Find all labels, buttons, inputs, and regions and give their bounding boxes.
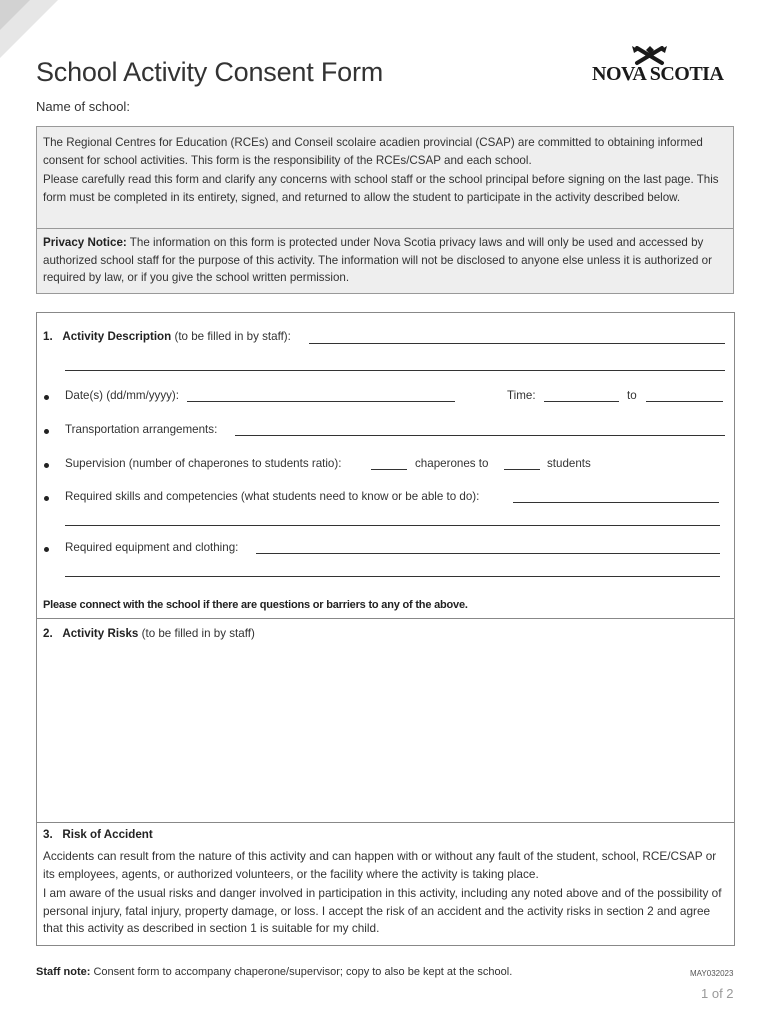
equipment-label: Required equipment and clothing: (65, 541, 239, 554)
school-name-label: Name of school: (36, 99, 130, 114)
connect-note: Please connect with the school if there are questions or barriers to any of the above. (43, 599, 468, 611)
section-divider (37, 618, 734, 619)
intro-paragraph-2: Please carefully read this form and clarify any concerns with school staff or the school principal before signing on the last page. This form must be completed in its entirety, signed, and returned to allow the student to participate in the activity described below. (43, 173, 719, 204)
section3-number: 3. (43, 828, 53, 841)
activity-risks-field[interactable] (37, 648, 734, 818)
bullet (44, 395, 49, 400)
bullet (44, 547, 49, 552)
section1-subtitle: (to be filled in by staff): (171, 330, 291, 343)
section1-number: 1. (43, 330, 53, 343)
form-main-box (36, 312, 735, 946)
students-count-field[interactable] (504, 469, 540, 470)
section2-title: Activity Risks (62, 627, 139, 640)
section-divider (37, 822, 734, 823)
staff-note-text: Consent form to accompany chaperone/supervisor; copy to also be kept at the school. (90, 966, 513, 978)
privacy-text: The information on this form is protected under Nova Scotia privacy laws and will only be used and accessed by authorized school staff for the purpose of this activity. The information will not be disclosed to anyone else unless it is authorized or required by law, or if you give the school written permission. (43, 236, 712, 284)
time-end-field[interactable] (646, 401, 723, 402)
page-title: School Activity Consent Form (36, 57, 384, 87)
intro-top-panel (37, 127, 733, 229)
activity-description-field[interactable] (309, 343, 725, 344)
privacy-notice (43, 234, 725, 287)
section1-title: Activity Description (62, 330, 172, 343)
section1-heading (43, 330, 291, 343)
time-to-label: to (627, 389, 637, 402)
dates-field[interactable] (187, 401, 455, 402)
form-code: MAY032023 (690, 969, 734, 978)
dates-label: Date(s) (dd/mm/yyyy): (65, 389, 180, 402)
equipment-field[interactable] (256, 553, 720, 554)
section2-heading (43, 627, 255, 640)
chaperones-to-label: chaperones to (415, 457, 489, 470)
bullet (44, 463, 49, 468)
section2-subtitle: (to be filled in by staff) (138, 627, 255, 640)
chaperones-count-field[interactable] (371, 469, 407, 470)
skills-field[interactable] (513, 502, 719, 503)
page-number: 1 of 2 (701, 986, 734, 1001)
nova-scotia-logo (592, 46, 732, 86)
staff-note-label: Staff note: (36, 966, 91, 978)
logo-text: NOVA SCOTIA (592, 63, 724, 85)
section3-title: Risk of Accident (62, 828, 153, 841)
skills-field-line2[interactable] (65, 525, 720, 526)
activity-description-field-line2[interactable] (65, 370, 725, 371)
privacy-label: Privacy Notice: (43, 236, 127, 249)
bullet (44, 496, 49, 501)
time-label: Time: (507, 389, 536, 402)
transport-label: Transportation arrangements: (65, 423, 218, 436)
skills-label: Required skills and competencies (what students need to know or be able to do): (65, 490, 480, 503)
intro-paragraph-1: The Regional Centres for Education (RCEs) and Conseil scolaire acadien provincial (CSAP) are committed to obtaining informed consent for school activities. This form is the responsibility of the RCEs/CSAP and each school. (43, 136, 703, 167)
supervision-label: Supervision (number of chaperones to students ratio): (65, 457, 342, 470)
corner-decoration-dark (0, 0, 30, 30)
equipment-field-line2[interactable] (65, 576, 720, 577)
section3-paragraph-1: Accidents can result from the nature of this activity and can happen with or without any fault of the student, school, RCE/CSAP or its employees, agents, or authorized volunteers, or the facility where the activity is taking place. (43, 849, 717, 881)
section2-number: 2. (43, 627, 53, 640)
staff-note (36, 966, 512, 978)
students-label: students (547, 457, 591, 470)
bullet (44, 429, 49, 434)
transport-field[interactable] (235, 435, 725, 436)
section3-paragraph-2: I am aware of the usual risks and danger involved in participation in this activity, including any noted above and of the possibility of personal injury, fatal injury, property damage, or loss. I accept the risk of an accident and the activity risks in section 2 and agree that this activity as described in section 1 is suitable for my child. (43, 886, 722, 935)
time-start-field[interactable] (544, 401, 619, 402)
section3-heading (43, 828, 153, 841)
intro-box (36, 126, 734, 294)
